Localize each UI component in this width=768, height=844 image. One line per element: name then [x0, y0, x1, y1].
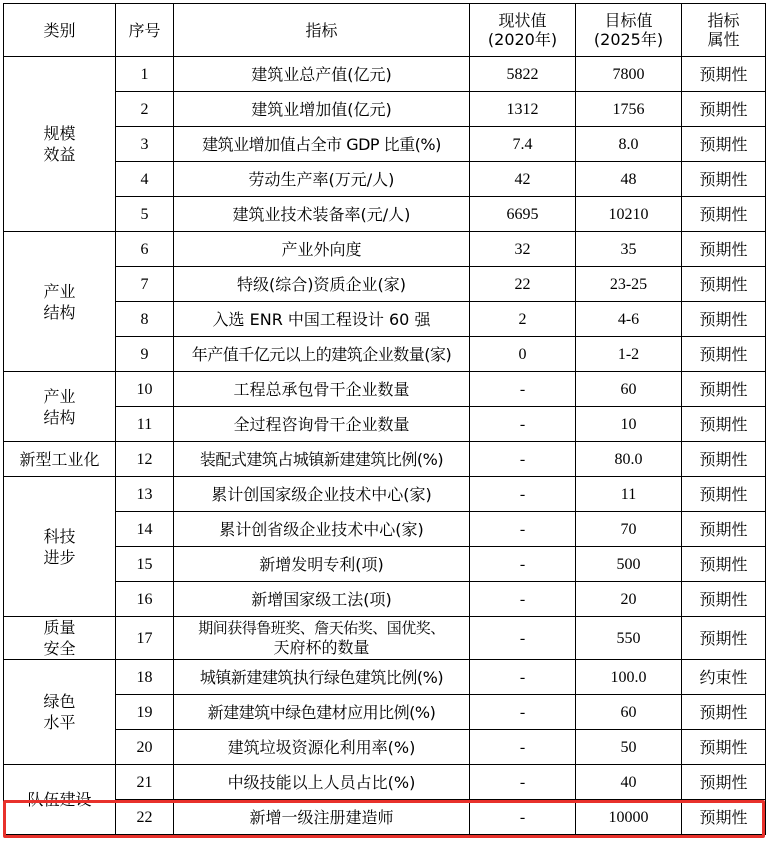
header-category: 类别	[4, 4, 116, 57]
row-indicator-line2: 天府杯的数量	[273, 638, 370, 657]
row-index: 4	[116, 162, 174, 197]
row-indicator: 累计创省级企业技术中心(家)	[174, 512, 470, 547]
row-index: 5	[116, 197, 174, 232]
row-target: 10	[576, 407, 682, 442]
row-index: 2	[116, 92, 174, 127]
row-attribute: 预期性	[682, 695, 766, 730]
row-attribute: 预期性	[682, 302, 766, 337]
row-current: -	[470, 547, 576, 582]
row-index: 1	[116, 57, 174, 92]
table-row	[4, 800, 766, 835]
row-indicator: 累计创国家级企业技术中心(家)	[174, 477, 470, 512]
row-target: 100.0	[576, 660, 682, 695]
row-target: 60	[576, 372, 682, 407]
category-cell	[4, 232, 116, 372]
row-indicator: 装配式建筑占城镇新建建筑比例(%)	[174, 442, 470, 477]
table-row	[4, 765, 766, 800]
row-current: -	[470, 617, 576, 660]
row-index: 21	[116, 765, 174, 800]
table-row	[4, 337, 766, 372]
row-current: -	[470, 800, 576, 835]
header-index: 序号	[116, 4, 174, 57]
row-current: -	[470, 512, 576, 547]
category-line2: 效益	[43, 145, 76, 164]
row-indicator: 中级技能以上人员占比(%)	[174, 765, 470, 800]
row-index: 20	[116, 730, 174, 765]
header-current-line1: 现状值	[498, 11, 547, 30]
row-target: 70	[576, 512, 682, 547]
row-target: 10210	[576, 197, 682, 232]
row-target: 8.0	[576, 127, 682, 162]
row-index: 18	[116, 660, 174, 695]
row-attribute: 预期性	[682, 232, 766, 267]
category-line2: 水平	[43, 713, 76, 732]
header-row	[4, 4, 766, 57]
row-current: -	[470, 582, 576, 617]
row-indicator: 新增一级注册建造师	[174, 800, 470, 835]
row-current: -	[470, 660, 576, 695]
row-attribute: 预期性	[682, 730, 766, 765]
row-indicator: 劳动生产率(万元/人)	[174, 162, 470, 197]
row-attribute: 约束性	[682, 660, 766, 695]
table-row	[4, 582, 766, 617]
indicator-table-wrapper	[3, 3, 766, 835]
category-cell	[4, 660, 116, 765]
table-row	[4, 512, 766, 547]
header-target-line1: 目标值	[604, 11, 653, 30]
row-current: -	[470, 695, 576, 730]
table-row	[4, 372, 766, 407]
table-row	[4, 547, 766, 582]
row-indicator: 入选 ENR 中国工程设计 60 强	[174, 302, 470, 337]
row-index: 19	[116, 695, 174, 730]
category-line2: 结构	[43, 302, 76, 322]
row-current: 32	[470, 232, 576, 267]
header-current	[470, 4, 576, 57]
row-index: 11	[116, 407, 174, 442]
row-index: 22	[116, 800, 174, 835]
table-row	[4, 477, 766, 512]
table-row	[4, 407, 766, 442]
table-row	[4, 232, 766, 267]
row-current: -	[470, 372, 576, 407]
row-current: -	[470, 442, 576, 477]
row-indicator-line1: 期间获得鲁班奖、詹天佑奖、国优奖、	[198, 619, 445, 637]
row-attribute: 预期性	[682, 57, 766, 92]
row-indicator: 建筑业技术装备率(元/人)	[174, 197, 470, 232]
row-current: -	[470, 477, 576, 512]
header-current-line2: (2020年)	[487, 30, 558, 49]
row-attribute: 预期性	[682, 477, 766, 512]
row-current: 42	[470, 162, 576, 197]
category-cell: 新型工业化	[4, 442, 116, 477]
row-indicator: 城镇新建建筑执行绿色建筑比例(%)	[174, 660, 470, 695]
row-attribute: 预期性	[682, 800, 766, 835]
row-target: 7800	[576, 57, 682, 92]
row-current: 7.4	[470, 127, 576, 162]
row-current: -	[470, 407, 576, 442]
category-cell: 队伍建设	[4, 765, 116, 835]
category-line1: 质量	[43, 618, 76, 637]
row-target: 1756	[576, 92, 682, 127]
row-attribute: 预期性	[682, 442, 766, 477]
table-row	[4, 267, 766, 302]
row-indicator: 建筑垃圾资源化利用率(%)	[174, 730, 470, 765]
row-target: 40	[576, 765, 682, 800]
row-indicator: 全过程咨询骨干企业数量	[174, 407, 470, 442]
header-attribute-line1: 指标	[707, 11, 740, 30]
table-row	[4, 617, 766, 660]
row-attribute: 预期性	[682, 582, 766, 617]
row-index: 7	[116, 267, 174, 302]
table-row	[4, 442, 766, 477]
table-row	[4, 162, 766, 197]
row-index: 8	[116, 302, 174, 337]
row-target: 1-2	[576, 337, 682, 372]
category-line1: 产业	[43, 386, 76, 406]
row-attribute: 预期性	[682, 547, 766, 582]
row-indicator: 特级(综合)资质企业(家)	[174, 267, 470, 302]
table-row	[4, 695, 766, 730]
table-row	[4, 302, 766, 337]
row-attribute: 预期性	[682, 765, 766, 800]
row-target: 550	[576, 617, 682, 660]
row-index: 12	[116, 442, 174, 477]
table-row	[4, 92, 766, 127]
row-index: 6	[116, 232, 174, 267]
row-target: 10000	[576, 800, 682, 835]
category-line1: 绿色	[43, 692, 76, 711]
row-target: 35	[576, 232, 682, 267]
table-row	[4, 127, 766, 162]
row-indicator: 年产值千亿元以上的建筑企业数量(家)	[174, 337, 470, 372]
row-target: 4-6	[576, 302, 682, 337]
indicator-table	[3, 3, 766, 835]
row-indicator: 新增国家级工法(项)	[174, 582, 470, 617]
row-target: 80.0	[576, 442, 682, 477]
row-target: 60	[576, 695, 682, 730]
table-row	[4, 197, 766, 232]
table-row	[4, 730, 766, 765]
row-indicator: 工程总承包骨干企业数量	[174, 372, 470, 407]
row-current: -	[470, 730, 576, 765]
row-current: 0	[470, 337, 576, 372]
row-current: 1312	[470, 92, 576, 127]
row-attribute: 预期性	[682, 92, 766, 127]
row-indicator: 新增发明专利(项)	[174, 547, 470, 582]
row-indicator: 产业外向度	[174, 232, 470, 267]
row-target: 500	[576, 547, 682, 582]
category-cell	[4, 477, 116, 617]
row-index: 3	[116, 127, 174, 162]
category-line2: 结构	[43, 407, 76, 427]
row-current: 6695	[470, 197, 576, 232]
row-index: 10	[116, 372, 174, 407]
row-attribute: 预期性	[682, 267, 766, 302]
header-target	[576, 4, 682, 57]
row-indicator: 建筑业增加值(亿元)	[174, 92, 470, 127]
category-line1: 产业	[43, 281, 76, 301]
row-current: 2	[470, 302, 576, 337]
row-current: 5822	[470, 57, 576, 92]
row-target: 48	[576, 162, 682, 197]
category-line1: 规模	[43, 124, 76, 143]
row-index: 16	[116, 582, 174, 617]
row-index: 13	[116, 477, 174, 512]
row-target: 23-25	[576, 267, 682, 302]
row-indicator: 建筑业总产值(亿元)	[174, 57, 470, 92]
row-target: 20	[576, 582, 682, 617]
category-cell	[4, 617, 116, 660]
row-indicator: 建筑业增加值占全市 GDP 比重(%)	[174, 127, 470, 162]
row-attribute: 预期性	[682, 512, 766, 547]
header-target-line2: (2025年)	[593, 30, 664, 49]
row-indicator	[174, 617, 470, 660]
row-index: 15	[116, 547, 174, 582]
row-target: 11	[576, 477, 682, 512]
row-attribute: 预期性	[682, 407, 766, 442]
row-current: 22	[470, 267, 576, 302]
table-row	[4, 57, 766, 92]
category-line2: 进步	[43, 547, 76, 567]
row-attribute: 预期性	[682, 337, 766, 372]
header-attribute	[682, 4, 766, 57]
row-attribute: 预期性	[682, 127, 766, 162]
table-row	[4, 660, 766, 695]
row-index: 9	[116, 337, 174, 372]
header-indicator: 指标	[174, 4, 470, 57]
row-target: 50	[576, 730, 682, 765]
row-attribute: 预期性	[682, 617, 766, 660]
row-attribute: 预期性	[682, 162, 766, 197]
row-indicator: 新建建筑中绿色建材应用比例(%)	[174, 695, 470, 730]
category-line1: 科技	[43, 526, 76, 546]
row-attribute: 预期性	[682, 197, 766, 232]
row-attribute: 预期性	[682, 372, 766, 407]
category-cell	[4, 57, 116, 232]
header-attribute-line2: 属性	[707, 30, 740, 49]
category-cell	[4, 372, 116, 442]
row-current: -	[470, 765, 576, 800]
row-index: 14	[116, 512, 174, 547]
category-line2: 安全	[43, 639, 76, 658]
row-index: 17	[116, 617, 174, 660]
